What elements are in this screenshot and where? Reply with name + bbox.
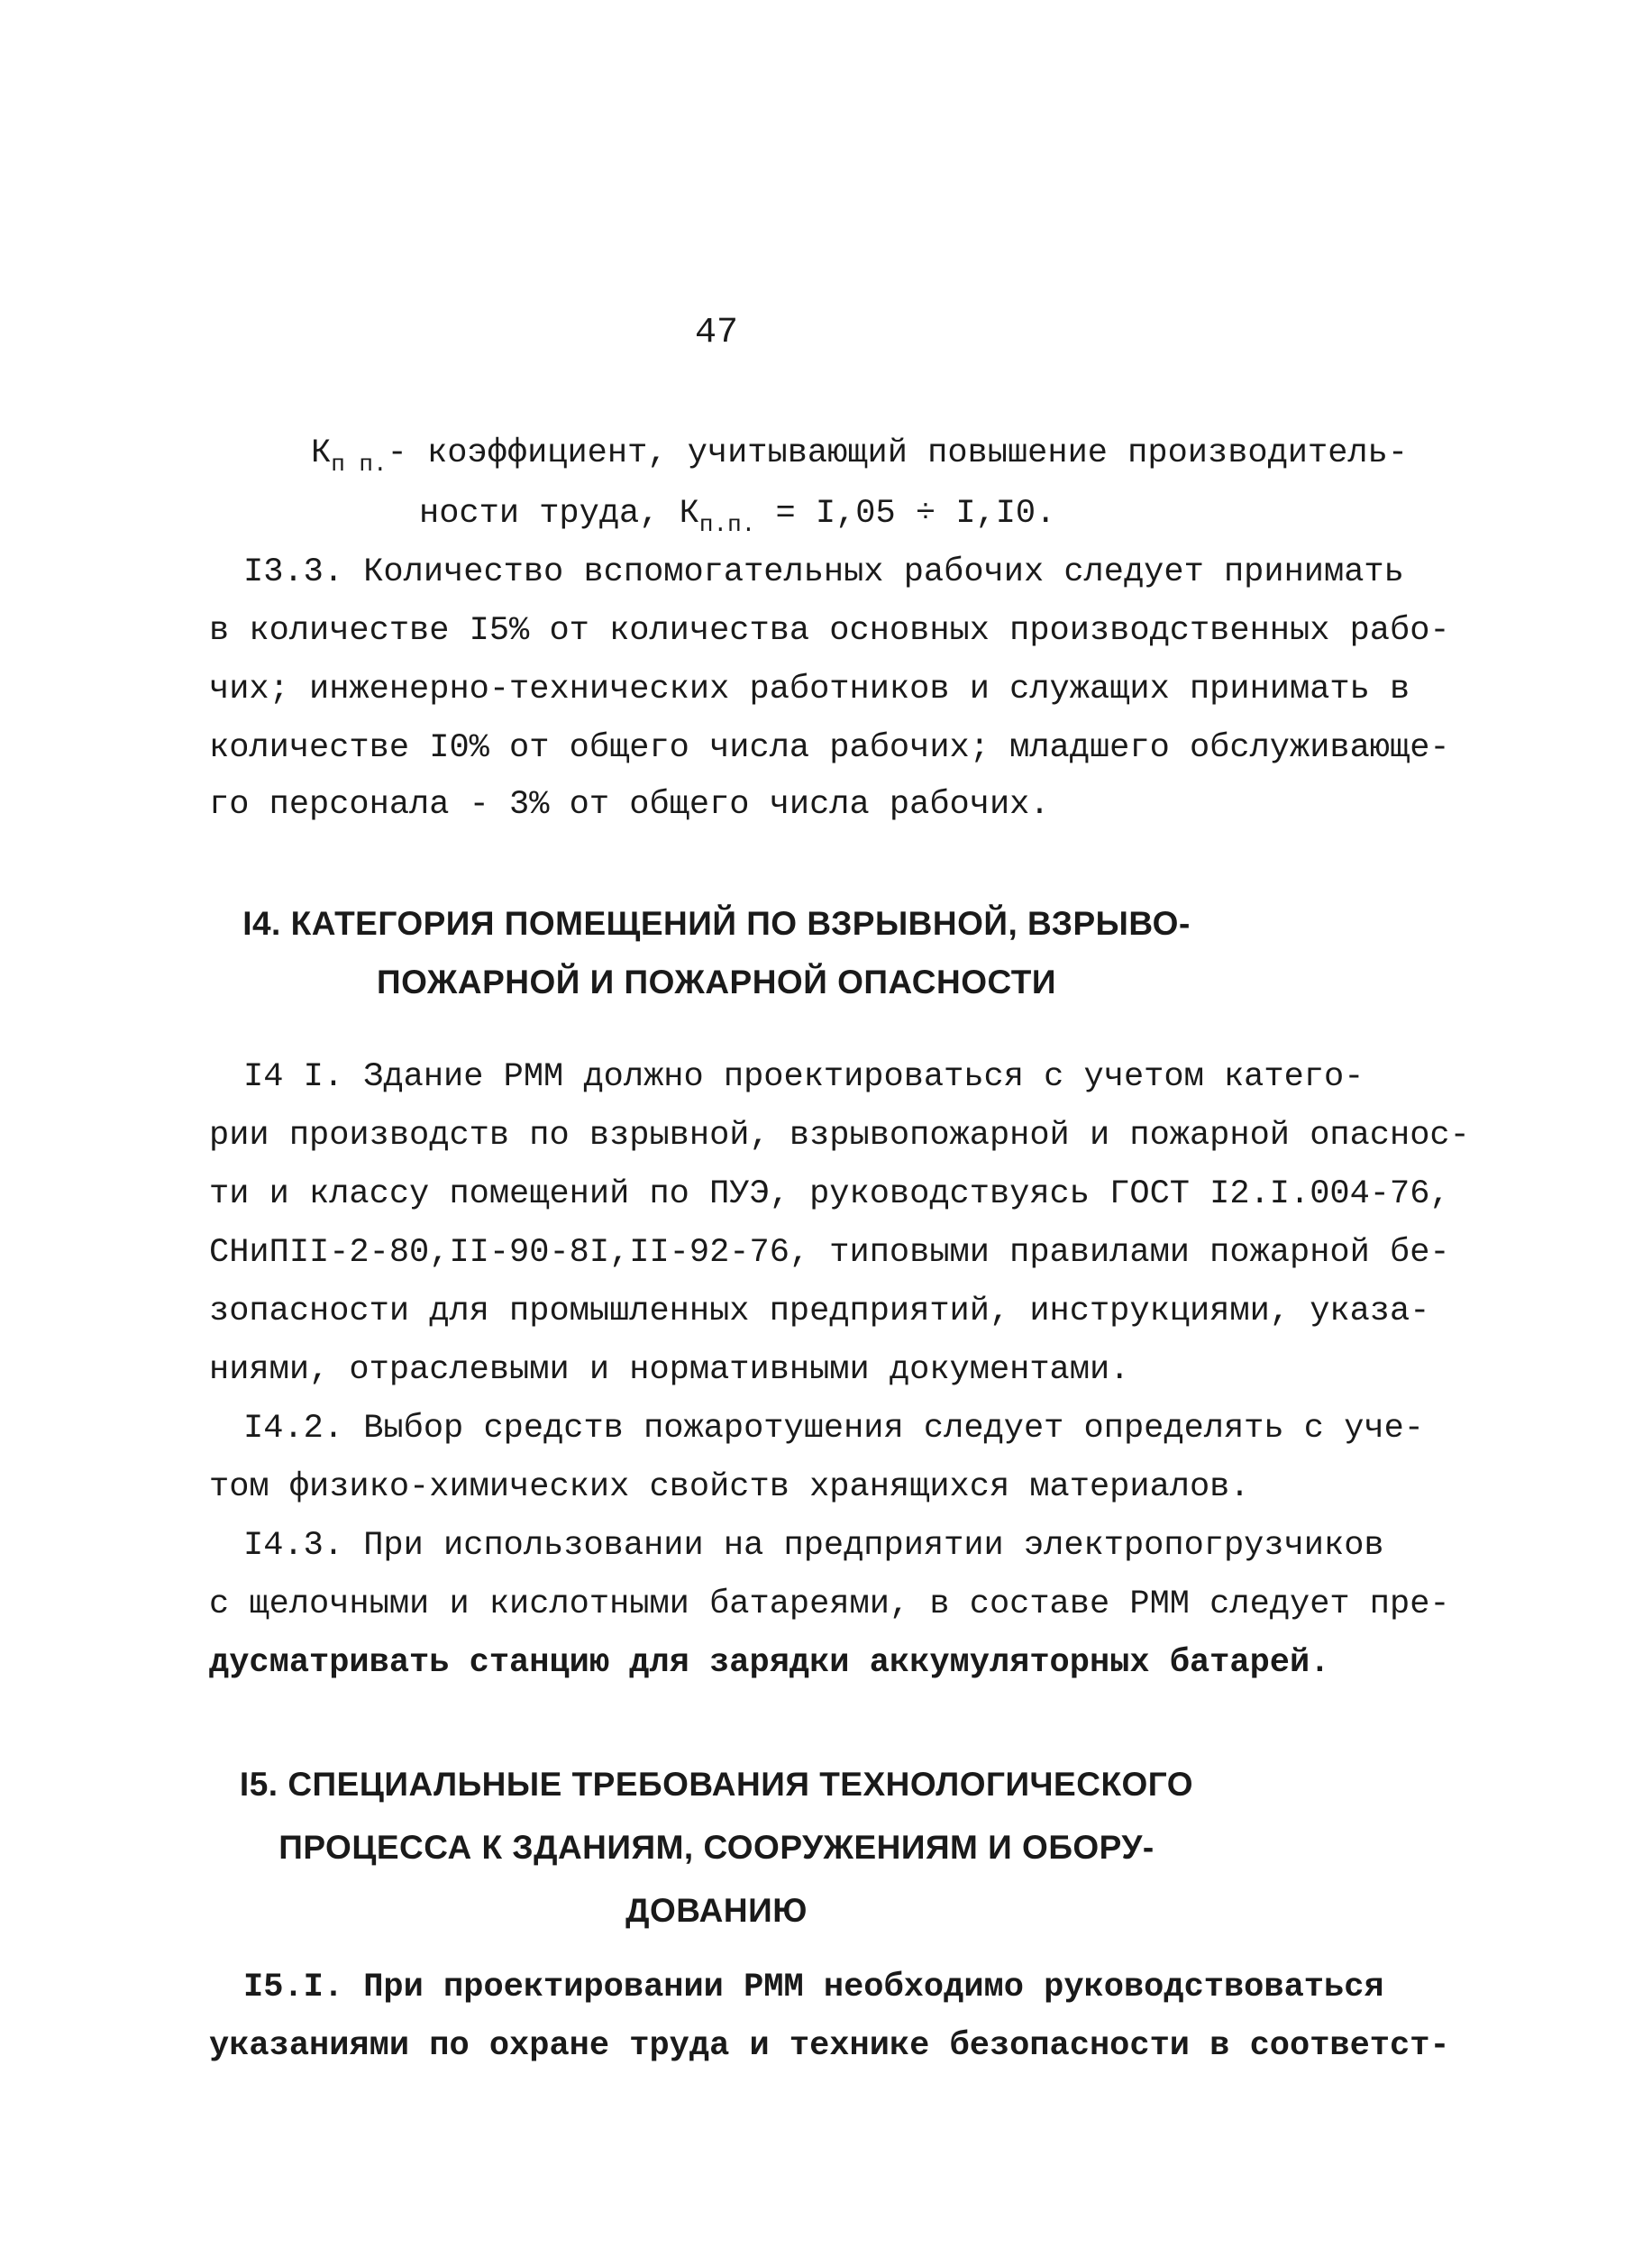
paragraph-14-1-line: [243, 1055, 1364, 1100]
paragraph-13-3-line: чих; инженерно-технических работников и служащих принимать в: [209, 671, 1410, 708]
paragraph-13-3-line: количестве I0% от общего числа рабочих; младшего обслуживающе-: [209, 729, 1450, 767]
formula-subscript: п.п.: [698, 511, 756, 538]
paragraph-14-3-line: дусматривать станцию для зарядки аккумуляторных батарей.: [209, 1644, 1330, 1682]
section-14-heading: I4. КАТЕГОРИЯ ПОМЕЩЕНИЙ ПО ВЗРЫВНОЙ, ВЗРЫВО-: [242, 905, 1191, 942]
paragraph-15-1-line: I5.I. При проектировании РММ необходимо руководствоваться: [243, 1969, 1384, 2006]
formula-line-1: [311, 431, 1408, 487]
formula-line-2: [419, 491, 1055, 547]
paragraph-13-3-line: го персонала - 3% от общего числа рабочих.: [209, 786, 1050, 824]
paragraph-14-1-line: ти и классу помещений по ПУЭ, руководствуясь ГОСТ I2.I.004-76,: [209, 1175, 1450, 1213]
paragraph-14-1-line: СНиПII-2-80,II-90-8I,II-92-76, типовыми правилами пожарной бе-: [209, 1234, 1450, 1272]
paragraph-13-3-line: в количестве I5% от количества основных производственных рабо-: [209, 612, 1450, 650]
section-15-heading: ПРОЦЕССА К ЗДАНИЯМ, СООРУЖЕНИЯМ И ОБОРУ-: [278, 1829, 1155, 1866]
paragraph-14-3-line: I4.3. При использовании на предприятии электропогрузчиков: [243, 1527, 1384, 1565]
formula-prefix: ности труда, К: [419, 495, 699, 533]
paragraph-14-1-line: рии производств по взрывной, взрывопожарной и пожарной опаснос-: [209, 1117, 1470, 1155]
formula-value: = I,05 ÷ I,I0.: [755, 495, 1056, 533]
k-symbol: К: [311, 434, 332, 472]
formula-description: - коэффициент, учитывающий повышение производитель-: [387, 434, 1409, 472]
paragraph-14-3-line: с щелочными и кислотными батареями, в составе РММ следует пре-: [209, 1585, 1450, 1623]
paragraph-15-1-line: указаниями по охране труда и технике безопасности в соответст-: [209, 2027, 1450, 2065]
paragraph-14-1-text: I4 I. Здание РММ должно проектироваться с учетом катего-: [243, 1058, 1364, 1096]
section-15-heading: I5. СПЕЦИАЛЬНЫЕ ТРЕБОВАНИЯ ТЕХНОЛОГИЧЕСКОГО: [239, 1766, 1194, 1803]
section-14-heading: ПОЖАРНОЙ И ПОЖАРНОЙ ОПАСНОСТИ: [377, 964, 1056, 1001]
paragraph-14-1-line: ниями, отраслевыми и нормативными документами.: [209, 1351, 1130, 1389]
page-number: 47: [694, 313, 738, 353]
paragraph-14-2-line: том физико-химических свойств хранящихся материалов.: [209, 1468, 1250, 1506]
paragraph-14-2-line: I4.2. Выбор средств пожаротушения следует определять с уче-: [243, 1410, 1425, 1448]
k-subscript: п п.: [331, 451, 388, 478]
paragraph-14-1-line: зопасности для промышленных предприятий, инструкциями, указа-: [209, 1293, 1430, 1330]
section-15-heading: ДОВАНИЮ: [625, 1892, 808, 1929]
paragraph-13-3-line: I3.3. Количество вспомогательных рабочих следует принимать: [243, 553, 1404, 591]
